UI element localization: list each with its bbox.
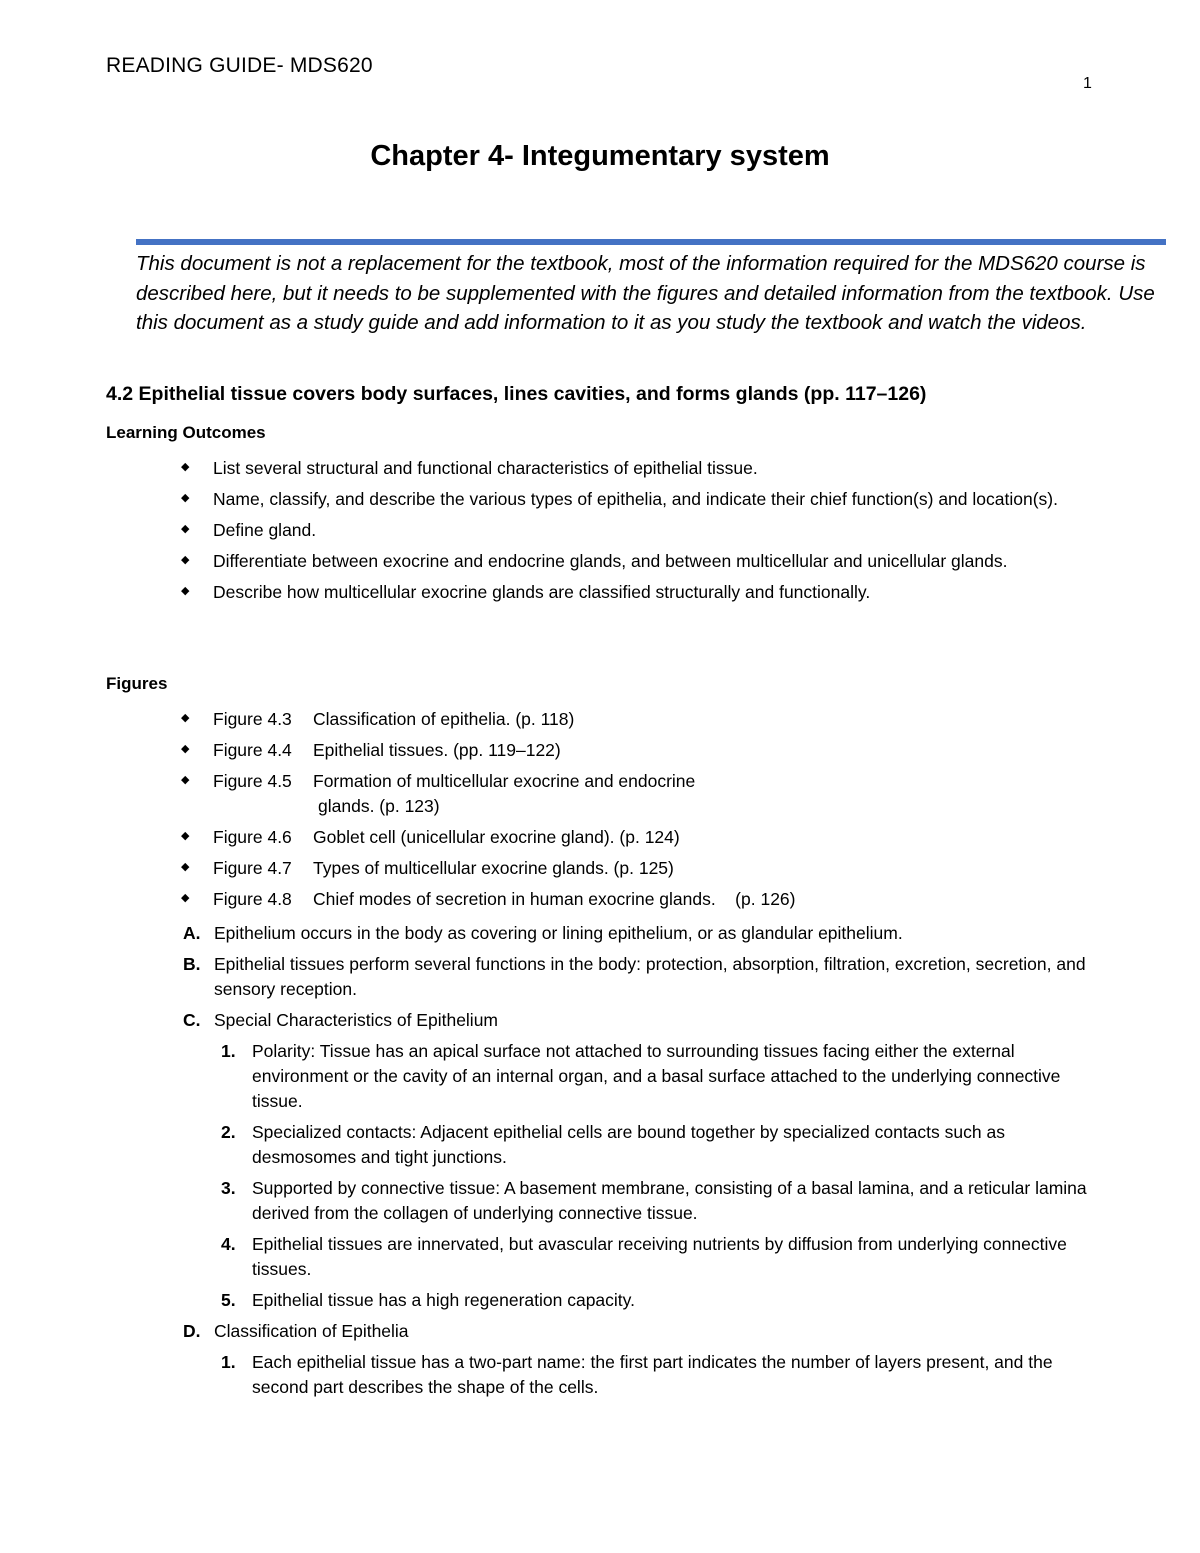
- figure-number: Figure 4.6: [213, 827, 292, 847]
- figure-item: [0, 887, 1093, 912]
- figure-number: Figure 4.3: [213, 709, 292, 729]
- bullet-icon: ◆: [181, 523, 190, 535]
- outline-marker: B.: [183, 954, 201, 974]
- learning-outcomes-list: [0, 456, 1093, 611]
- sub-marker: 2.: [221, 1122, 236, 1142]
- learning-outcomes-label: Learning Outcomes: [106, 423, 266, 442]
- list-item: ◆ Differentiate between exocrine and endocrine glands, and between multicellular and unicellular glands.: [181, 551, 1008, 571]
- sub-list: [214, 1350, 1104, 1400]
- outline-marker: A.: [183, 923, 201, 943]
- figure-caption: Goblet cell (unicellular exocrine gland). (p. 124): [313, 827, 680, 847]
- outline-marker: D.: [183, 1321, 201, 1341]
- figure-caption: Classification of epithelia. (p. 118): [313, 709, 575, 729]
- sub-marker: 1.: [221, 1041, 236, 1061]
- outline-item-c: C. Special Characteristics of Epithelium 1. Polarity: Tissue has an apical surface not attached to surrounding tissues facing either the external environment or the cavity of an internal organ, and a basal surface attached to the underlying connective tissue. 2. Specialized contacts: Adjacent epithelial cells are bound together by specialized contacts such as desmosomes and tight junctions. 3. Supported by connective tissue: A basement membrane, consisting of a basal lamina, and a reticular lamina derived from the collagen of underlying connective tissue. 4. Epithelial tissues are innervated, but avascular receiving nutrients by diffusion from underlying connective tissues. 5. Epithelial tissue has a high regeneration capacity.: [0, 1008, 1104, 1313]
- figure-caption-continued: glands. (p. 123): [318, 796, 440, 816]
- figure-item: [0, 707, 1093, 732]
- sub-item: 1. Polarity: Tissue has an apical surface not attached to surrounding tissues facing either the external environment or the cavity of an internal organ, and a basal surface attached to the underlying connective tissue.: [221, 1041, 1061, 1111]
- figure-item: [0, 769, 1093, 819]
- figure-number: Figure 4.5: [213, 771, 292, 791]
- bullet-icon: ◆: [181, 492, 190, 504]
- figure-number: Figure 4.7: [213, 858, 292, 878]
- figure-item: [0, 856, 1093, 881]
- figures-list: [0, 707, 1093, 918]
- header-label: READING GUIDE- MDS620: [106, 54, 373, 77]
- title-rule: [136, 239, 1166, 245]
- sub-marker: 1.: [221, 1352, 236, 1372]
- figures-label: Figures: [106, 674, 168, 693]
- bullet-icon: ◆: [181, 774, 190, 786]
- bullet-icon: ◆: [181, 585, 190, 597]
- figure-caption: Epithelial tissues. (pp. 119–122): [313, 740, 561, 760]
- figure-caption: Formation of multicellular exocrine and endocrine: [313, 771, 696, 791]
- sub-item: 4. Epithelial tissues are innervated, but avascular receiving nutrients by diffusion from underlying connective tissues.: [221, 1234, 1067, 1279]
- figure-item: [0, 825, 1093, 850]
- sub-item: 3. Supported by connective tissue: A basement membrane, consisting of a basal lamina, and a reticular lamina derived from the collagen of underlying connective tissue.: [221, 1178, 1087, 1223]
- bullet-icon: ◆: [181, 861, 190, 873]
- bullet-icon: ◆: [181, 712, 190, 724]
- figure-number: Figure 4.4: [213, 740, 292, 760]
- sub-marker: 5.: [221, 1290, 236, 1310]
- bullet-icon: ◆: [181, 830, 190, 842]
- intro-paragraph: This document is not a replacement for the textbook, most of the information required for the MDS620 course is described here, but it needs to be supplemented with the figures and detailed information from the textbook. Use this document as a study guide and add information to it as you study the textbook and watch the videos.: [136, 252, 1155, 334]
- bullet-icon: ◆: [181, 461, 190, 473]
- list-item: ◆ Describe how multicellular exocrine glands are classified structurally and functionally.: [181, 582, 871, 602]
- figure-caption: Types of multicellular exocrine glands. (p. 125): [313, 858, 674, 878]
- outline-item-d: D. Classification of Epithelia 1. Each epithelial tissue has a two-part name: the first part indicates the number of layers present, and the second part describes the shape of the cells.: [0, 1319, 1104, 1400]
- sub-item: 5. Epithelial tissue has a high regeneration capacity.: [214, 1288, 1102, 1313]
- sub-item: 2. Specialized contacts: Adjacent epithelial cells are bound together by specialized contacts such as desmosomes and tight junctions.: [221, 1122, 1005, 1167]
- sub-list: [214, 1039, 1104, 1313]
- bullet-icon: ◆: [181, 743, 190, 755]
- sub-item: 1. Each epithelial tissue has a two-part name: the first part indicates the number of layers present, and the second part describes the shape of the cells.: [221, 1352, 1053, 1397]
- list-item: ◆ Define gland.: [181, 520, 317, 540]
- figure-item: [0, 738, 1093, 763]
- figure-number: Figure 4.8: [213, 889, 292, 909]
- bullet-icon: ◆: [181, 554, 190, 566]
- outline-list: [0, 921, 1200, 1406]
- outline-marker: C.: [183, 1010, 201, 1030]
- list-item: ◆ Name, classify, and describe the various types of epithelia, and indicate their chief function(s) and location(s).: [181, 489, 1058, 509]
- sub-marker: 3.: [221, 1178, 236, 1198]
- outline-item-b: B. Epithelial tissues perform several functions in the body: protection, absorption, filtration, excretion, secretion, and sensory reception.: [183, 954, 1086, 999]
- sub-marker: 4.: [221, 1234, 236, 1254]
- chapter-title: Chapter 4- Integumentary system: [370, 140, 830, 172]
- figure-caption: Chief modes of secretion in human exocrine glands. (p. 126): [313, 889, 796, 909]
- section-heading: 4.2 Epithelial tissue covers body surfaces, lines cavities, and forms glands (pp. 117–126): [106, 383, 927, 405]
- list-item: ◆ List several structural and functional characteristics of epithelial tissue.: [181, 458, 758, 478]
- bullet-icon: ◆: [181, 892, 190, 904]
- outline-item-a: A. Epithelium occurs in the body as covering or lining epithelium, or as glandular epithelium.: [0, 921, 1104, 946]
- page-number: 1: [1083, 75, 1092, 92]
